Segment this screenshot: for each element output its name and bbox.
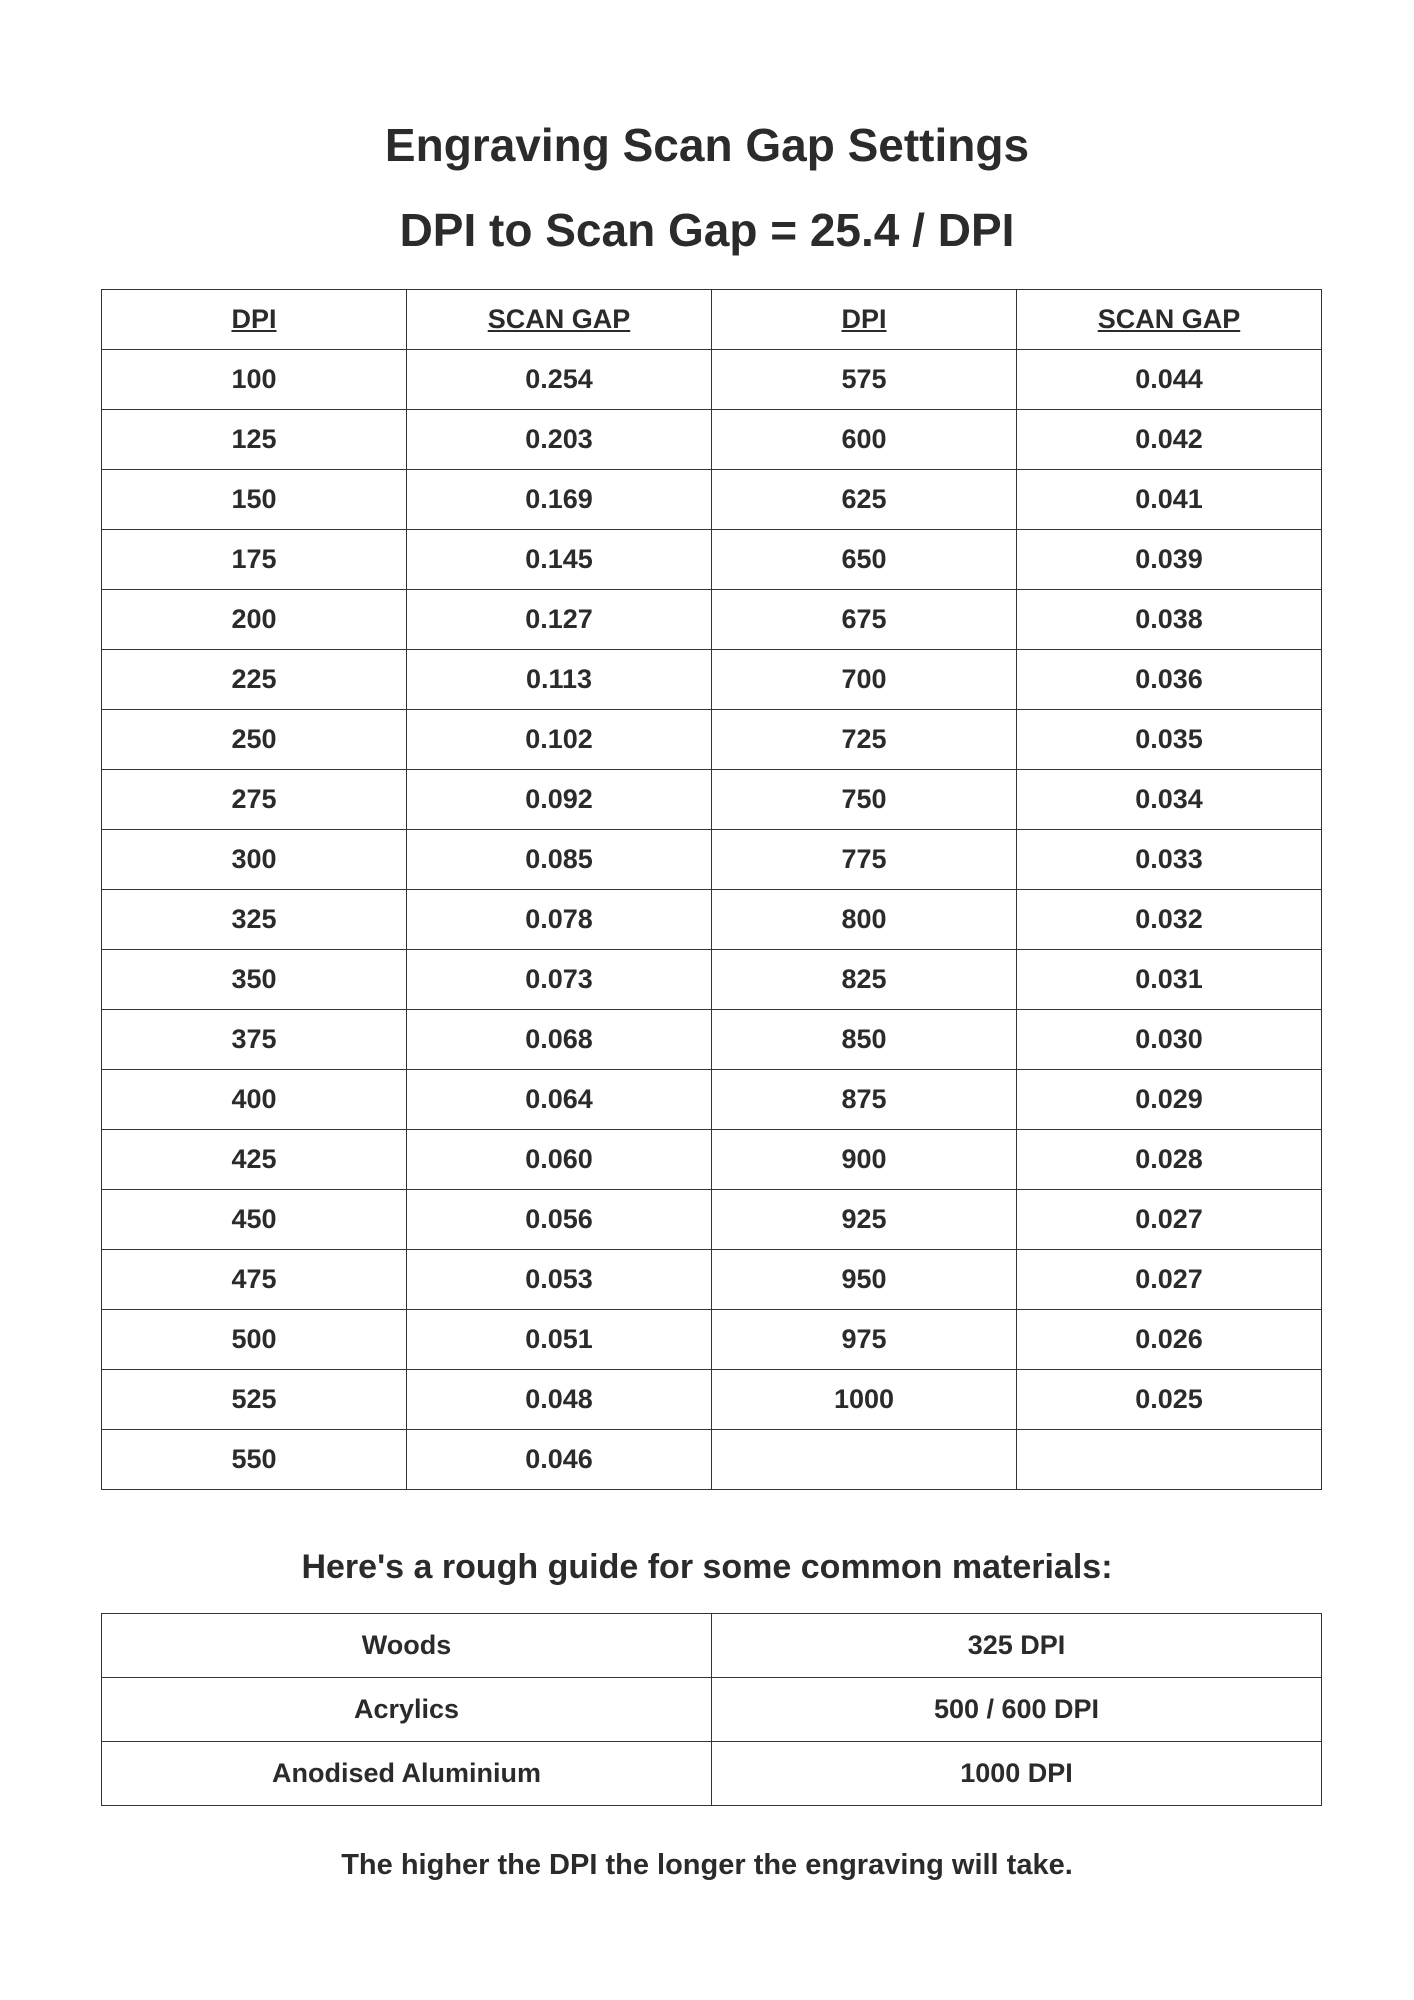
scan-gap-cell: 0.038 (1017, 590, 1322, 650)
scan-gap-cell: 0.102 (407, 710, 712, 770)
dpi-cell: 825 (712, 950, 1017, 1010)
table-row (102, 590, 1322, 650)
dpi-cell: 900 (712, 1130, 1017, 1190)
table-row (102, 470, 1322, 530)
scan-gap-cell: 0.051 (407, 1310, 712, 1370)
material-row (102, 1678, 1322, 1742)
dpi-cell: 550 (102, 1430, 407, 1490)
table-row (102, 890, 1322, 950)
dpi-cell: 700 (712, 650, 1017, 710)
page-title: Engraving Scan Gap Settings (384, 119, 1030, 171)
material-row (102, 1614, 1322, 1678)
dpi-cell: 525 (102, 1370, 407, 1430)
scan-gap-cell: 0.029 (1017, 1070, 1322, 1130)
scan-gap-cell: 0.044 (1017, 350, 1322, 410)
scan-gap-cell: 0.027 (1017, 1250, 1322, 1310)
material-name-cell: Acrylics (102, 1678, 712, 1742)
scan-gap-table (101, 289, 1322, 1490)
dpi-cell: 400 (102, 1070, 407, 1130)
materials-heading: Here's a rough guide for some common materials: (301, 1548, 1113, 1586)
table-row (102, 410, 1322, 470)
table-row (102, 1130, 1322, 1190)
scan-gap-cell: 0.032 (1017, 890, 1322, 950)
scan-gap-cell: 0.068 (407, 1010, 712, 1070)
scan-gap-cell: 0.036 (1017, 650, 1322, 710)
scan-gap-cell: 0.046 (407, 1430, 712, 1490)
table-row (102, 1430, 1322, 1490)
scan-gap-cell (1017, 1430, 1322, 1490)
table-row (102, 770, 1322, 830)
scan-gap-cell: 0.060 (407, 1130, 712, 1190)
scan-gap-cell: 0.092 (407, 770, 712, 830)
scan-gap-cell: 0.034 (1017, 770, 1322, 830)
scan-gap-cell: 0.056 (407, 1190, 712, 1250)
dpi-cell: 250 (102, 710, 407, 770)
scan-gap-cell: 0.053 (407, 1250, 712, 1310)
column-header-scan-gap: SCAN GAP (407, 290, 712, 350)
table-row (102, 1250, 1322, 1310)
scan-gap-cell: 0.030 (1017, 1010, 1322, 1070)
scan-gap-cell: 0.203 (407, 410, 712, 470)
dpi-cell: 1000 (712, 1370, 1017, 1430)
table-row (102, 650, 1322, 710)
dpi-cell: 725 (712, 710, 1017, 770)
scan-gap-cell: 0.113 (407, 650, 712, 710)
dpi-cell: 925 (712, 1190, 1017, 1250)
dpi-cell: 450 (102, 1190, 407, 1250)
dpi-cell: 425 (102, 1130, 407, 1190)
dpi-cell: 325 (102, 890, 407, 950)
scan-gap-cell: 0.042 (1017, 410, 1322, 470)
dpi-cell: 475 (102, 1250, 407, 1310)
material-name-cell: Woods (102, 1614, 712, 1678)
scan-gap-cell: 0.127 (407, 590, 712, 650)
column-header-scan-gap: SCAN GAP (1017, 290, 1322, 350)
scan-gap-cell: 0.064 (407, 1070, 712, 1130)
dpi-cell (712, 1430, 1017, 1490)
scan-gap-cell: 0.078 (407, 890, 712, 950)
scan-gap-cell: 0.048 (407, 1370, 712, 1430)
dpi-cell: 575 (712, 350, 1017, 410)
dpi-cell: 500 (102, 1310, 407, 1370)
dpi-cell: 225 (102, 650, 407, 710)
table-row (102, 1010, 1322, 1070)
scan-gap-cell: 0.035 (1017, 710, 1322, 770)
material-dpi-cell: 325 DPI (712, 1614, 1322, 1678)
scan-gap-cell: 0.085 (407, 830, 712, 890)
scan-gap-cell: 0.169 (407, 470, 712, 530)
table-row (102, 1370, 1322, 1430)
material-row (102, 1742, 1322, 1806)
dpi-cell: 275 (102, 770, 407, 830)
scan-gap-cell: 0.033 (1017, 830, 1322, 890)
scan-gap-cell: 0.145 (407, 530, 712, 590)
dpi-cell: 950 (712, 1250, 1017, 1310)
dpi-cell: 975 (712, 1310, 1017, 1370)
dpi-cell: 350 (102, 950, 407, 1010)
table-header-row (102, 290, 1322, 350)
dpi-cell: 175 (102, 530, 407, 590)
material-name-cell: Anodised Aluminium (102, 1742, 712, 1806)
dpi-cell: 375 (102, 1010, 407, 1070)
dpi-cell: 750 (712, 770, 1017, 830)
dpi-cell: 300 (102, 830, 407, 890)
scan-gap-cell: 0.025 (1017, 1370, 1322, 1430)
table-row (102, 830, 1322, 890)
materials-table (101, 1613, 1322, 1806)
scan-gap-cell: 0.073 (407, 950, 712, 1010)
scan-gap-cell: 0.254 (407, 350, 712, 410)
footer-note: The higher the DPI the longer the engraving will take. (341, 1849, 1073, 1881)
scan-gap-cell: 0.031 (1017, 950, 1322, 1010)
dpi-cell: 150 (102, 470, 407, 530)
table-row (102, 350, 1322, 410)
table-row (102, 710, 1322, 770)
dpi-cell: 875 (712, 1070, 1017, 1130)
scan-gap-cell: 0.026 (1017, 1310, 1322, 1370)
scan-gap-cell: 0.041 (1017, 470, 1322, 530)
dpi-cell: 600 (712, 410, 1017, 470)
dpi-cell: 125 (102, 410, 407, 470)
dpi-cell: 800 (712, 890, 1017, 950)
scan-gap-cell: 0.039 (1017, 530, 1322, 590)
dpi-cell: 675 (712, 590, 1017, 650)
material-dpi-cell: 500 / 600 DPI (712, 1678, 1322, 1742)
column-header-dpi: DPI (712, 290, 1017, 350)
dpi-cell: 625 (712, 470, 1017, 530)
dpi-cell: 200 (102, 590, 407, 650)
column-header-dpi: DPI (102, 290, 407, 350)
scan-gap-cell: 0.027 (1017, 1190, 1322, 1250)
dpi-cell: 650 (712, 530, 1017, 590)
dpi-cell: 100 (102, 350, 407, 410)
table-row (102, 1190, 1322, 1250)
table-row (102, 950, 1322, 1010)
dpi-cell: 775 (712, 830, 1017, 890)
material-dpi-cell: 1000 DPI (712, 1742, 1322, 1806)
table-row (102, 530, 1322, 590)
dpi-cell: 850 (712, 1010, 1017, 1070)
scan-gap-cell: 0.028 (1017, 1130, 1322, 1190)
table-row (102, 1070, 1322, 1130)
formula-heading: DPI to Scan Gap = 25.4 / DPI (399, 204, 1015, 256)
table-row (102, 1310, 1322, 1370)
